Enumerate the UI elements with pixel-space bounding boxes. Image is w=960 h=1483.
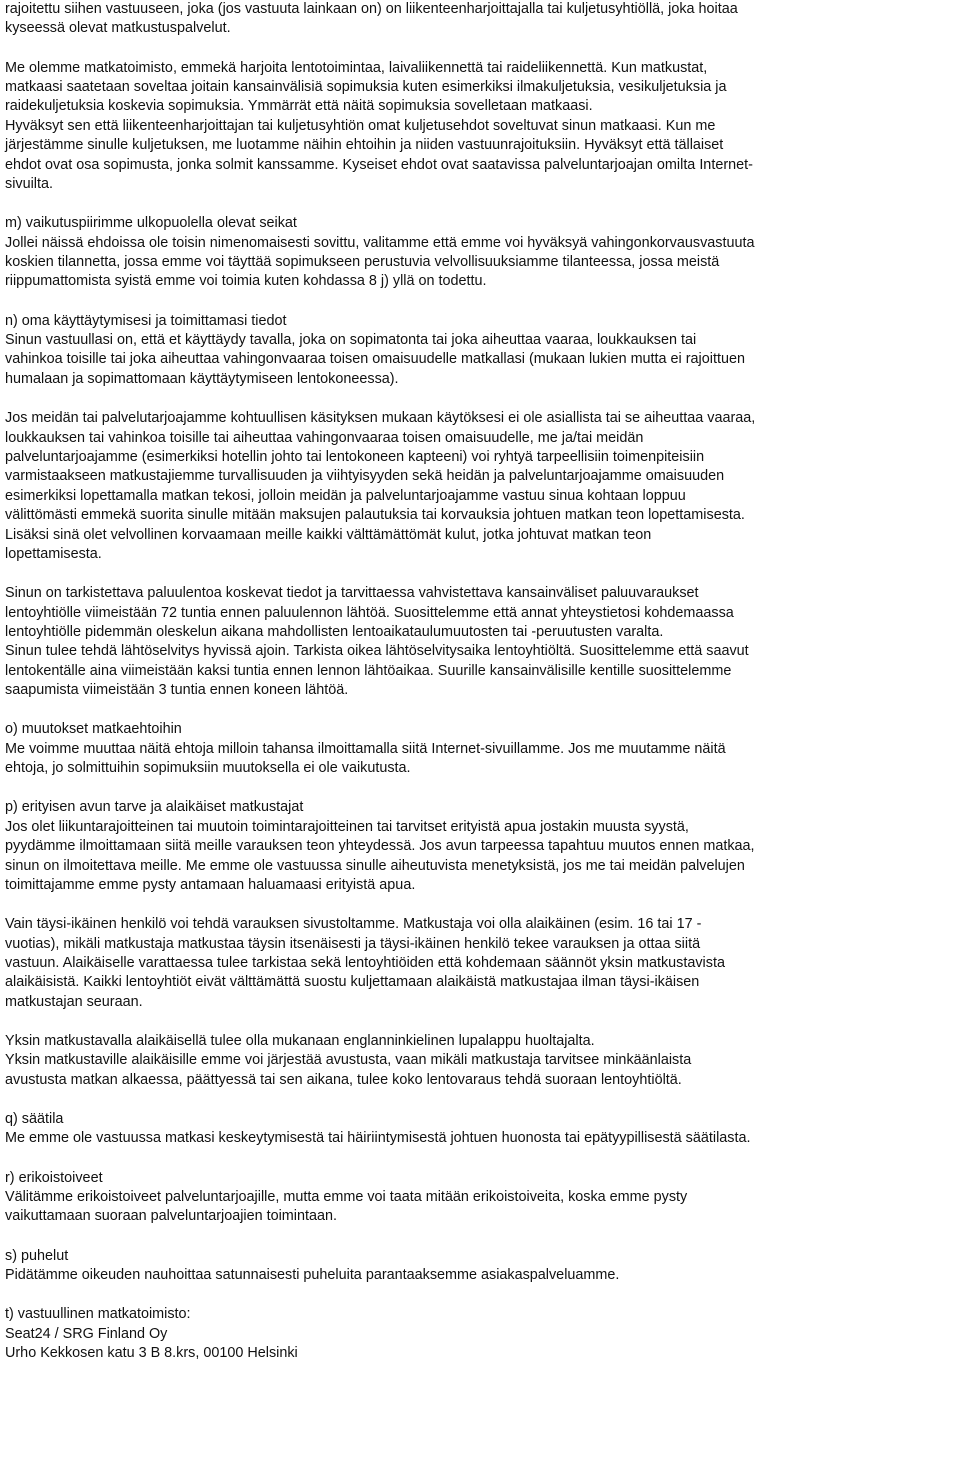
section-m-outside-control: m) vaikutuspiirimme ulkopuolella olevat seikat Jollei näissä ehdoissa ole toisin nimenomaisesti sovittu, valitamme että emme voi hyväksyä vahingonkorvausvastuuta koskien tilannetta, jossa emme voi täyttää sopimukseen perustuvia velvollisuuksiamme tilanteessa, jossa meistä riippumattomista syistä emme voi toimia kuten kohdassa 8 j) yllä on todettu.	[5, 215, 755, 290]
section-s-phone-calls: s) puhelut Pidätämme oikeuden nauhoittaa satunnaisesti puheluita parantaaksemme asiakaspalveluamme.	[5, 1247, 620, 1284]
paragraph-agency-role: Me olemme matkatoimisto, emmekä harjoita lentotoimintaa, laivaliikennettä tai raideliikennettä. Kun matkustat, matkaasi saatetaan soveltaa joitain kansainvälisiä sopimuksia kuten esimerkiksi ilmakuljetuksia, vesikuljetuksia ja raidekuljetuksia koskevia sopimuksia. Ymmärrät että näitä sopimuksia sovelletaan matkaasi. Hyväksyt sen että liikenteenharjoittajan tai kuljetusyhtiön omat kuljetusehdot soveltuvat sinun matkaasi. Kun me järjestämme sinulle kuljetuksen, me luotamme näihin ehtoihin ja niiden vastuunrajoituksiin. Hyväksyt että tällaiset ehdot ovat osa sopimusta, jonka solmit kanssamme. Kyseiset ehdot ovat saatavissa palveluntarjoajan omilta Internet- sivuilta.	[5, 59, 753, 193]
section-r-special-requests: r) erikoistoiveet Välitämme erikoistoiveet palveluntarjoajille, mutta emme voi taata mitään erikoistoiveita, koska emme pysty vaikuttamaan suoraan palveluntarjoajien toimintaan.	[5, 1169, 688, 1225]
document-page	[5, 0, 955, 1364]
paragraph-conduct-consequences: Jos meidän tai palvelutarjoajamme kohtuullisen käsityksen mukaan käytöksesi ei ole asiallista tai se aiheuttaa vaaraa, loukkauksen tai vahinkoa toisille tai aiheuttaa vahingonvaaraa toisen omaisuudelle, me ja/tai meidän palveluntarjoajamme (esimerkiksi hotellin johto tai lentokoneen kapteeni) voi ryhtyä tarpeellisiin toimenpiteisiin varmistaakseen matkustajiemme turvallisuuden ja viihtyisyyden sekä heidän ja palveluntarjoajamme omaisuuden esimerkiksi lopettamalla matkan tekosi, jolloin meidän ja palveluntarjoajamme vastuu sinua kohtaan loppuu välittömästi emmekä suorita sinulle mitään maksujen palautuksia tai korvauksia johtuen matkan teon lopettamisesta. Lisäksi sinä olet velvollinen korvaamaan meille kaikki välttämättömät kulut, jotka johtuvat matkan teon lopettamisesta.	[5, 410, 756, 562]
paragraph-return-flight: Sinun on tarkistettava paluulentoa koskevat tiedot ja tarvittaessa vahvistettava kansainväliset paluuvaraukset lentoyhtiölle viimeistään 72 tuntia ennen paluulennon lähtöä. Suosittelemme että annat yhteystietosi kohdemaassa lentoyhtiölle pidemmän oleskelun aikana mahdollisten lentoaikataulumuutosten tai -peruutusten varalta. Sinun tulee tehdä lähtöselvitys hyvissä ajoin. Tarkista oikea lähtöselvitysaika lentoyhtiöltä. Suosittelemme että saavut lentokentälle aina viimeistään kaksi tuntia ennen lennon lähtöaikaa. Suurille kansainvälisille kentille suosittelemme saapumista viimeistään 3 tuntia ennen koneen lähtöä.	[5, 585, 749, 699]
section-o-changes: o) muutokset matkaehtoihin Me voimme muuttaa näitä ehtoja milloin tahansa ilmoittamalla siitä Internet-sivuillamme. Jos me muutamme näitä ehtoja, jo solmittuihin sopimuksiin muutoksella ei ole vaikutusta.	[5, 721, 726, 777]
paragraph-minor-travellers: Vain täysi-ikäinen henkilö voi tehdä varauksen sivustoltamme. Matkustaja voi olla alaikäinen (esim. 16 tai 17 - vuotias), mikäli matkustaja matkustaa täysin itsenäisesti ja täysi-ikäinen henkilö tekee varauksen ja ottaa siitä vastuun. Alaikäiselle varattaessa tulee tarkistaa sekä lentoyhtiöiden että kohdemaan säännöt yksin matkustavista alaikäisistä. Kaikki lentoyhtiöt eivät välttämättä suostu kuljettamaan alaikäistä matkustajaa ilman täysi-ikäisen matkustajan seuraan.	[5, 916, 725, 1010]
paragraph-intro-continuation: rajoitettu siihen vastuuseen, joka (jos vastuuta lainkaan on) on liikenteenharjoittajalla tai kuljetusyhtiöllä, joka hoitaa kyseessä olevat matkustuspalvelut.	[5, 1, 738, 37]
section-q-weather: q) säätila Me emme ole vastuussa matkasi keskeytymisestä tai häiriintymisestä johtuen huonosta tai epätyypillisestä säätilasta.	[5, 1111, 751, 1147]
paragraph-unaccompanied-minors: Yksin matkustavalla alaikäisellä tulee olla mukanaan englanninkielinen lupalappu huoltajalta. Yksin matkustaville alaikäisille emme voi järjestää avustusta, vaan mikäli matkustaja tarvitsee minkäänlaista avustusta matkan alkaessa, päättyessä tai sen aikana, tulee koko lentovaraus tehdä suoraan lentoyhtiöltä.	[5, 1033, 692, 1088]
section-t-responsible-agency: t) vastuullinen matkatoimisto: Seat24 / SRG Finland Oy Urho Kekkosen katu 3 B 8.krs, 00100 Helsinki	[5, 1306, 298, 1362]
section-p-special-assistance: p) erityisen avun tarve ja alaikäiset matkustajat Jos olet liikuntarajoitteinen tai muutoin toimintarajoitteinen tai tarvitset erityistä apua jostakin muusta syystä, pyydämme ilmoittamaan siitä meille varauksen teon yhteydessä. Jos avun tarpeessa tapahtuu muutos ennen matkaa, sinun on ilmoitettava meille. Me emme ole vastuussa sinulle aiheutuvista menetyksistä, jos me tai meidän palvelujen toimittajamme emme pysty antamaan haluamaasi erityistä apua.	[5, 799, 755, 894]
section-n-own-conduct: n) oma käyttäytymisesi ja toimittamasi tiedot Sinun vastuullasi on, että et käyttäydy tavalla, joka on sopimatonta tai joka aiheuttaa vaaraa, loukkauksen tai vahinkoa toisille tai joka aiheuttaa vahingonvaaraa toisen omaisuudelle matkallasi (mukaan lukien mutta ei rajoittuen humalaan ja sopimattomaan käyttäytymiseen lentokoneessa).	[5, 312, 745, 387]
